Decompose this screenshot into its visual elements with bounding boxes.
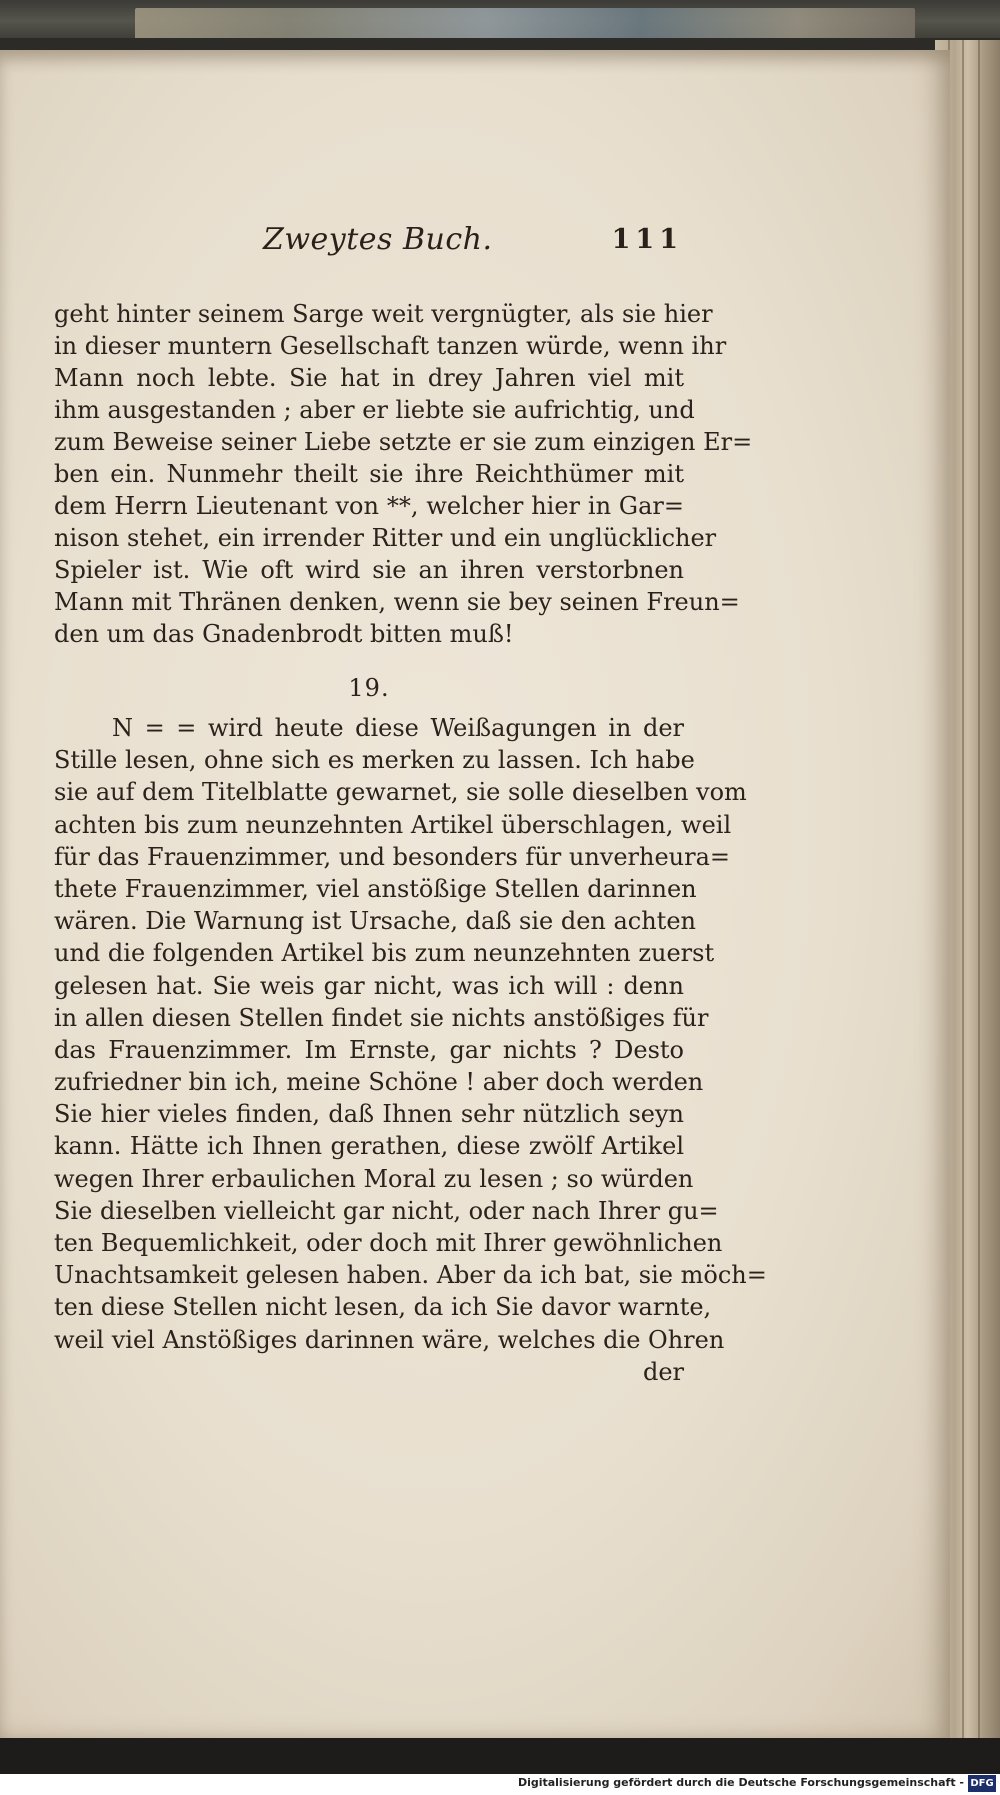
running-title: Zweytes Buch. — [263, 222, 493, 257]
text-line: N = = wird heute diese Weißagungen in der — [112, 714, 684, 742]
text-line: Spieler ist. Wie oft wird sie an ihren verstorbnen — [54, 556, 684, 584]
text-line: kann. Hätte ich Ihnen gerathen, diese zwölf Artikel — [54, 1132, 684, 1161]
digitization-credit: Digitalisierung gefördert durch die Deutsche Forschungsgemeinschaft - — [517, 1776, 964, 1789]
text-line: gelesen hat. Sie weis gar nicht, was ich will : denn — [54, 971, 684, 1000]
text-line: Mann mit Thränen denken, wenn sie bey seinen Freun= — [54, 588, 740, 616]
dfg-logo: DFG — [968, 1775, 996, 1792]
page-bottom-shadow — [0, 1738, 1000, 1774]
text-line: dem Herrn Lieutenant von **, welcher hier in Gar= — [54, 492, 684, 520]
text-line: weil viel Anstößiges darinnen wäre, welches die Ohren — [54, 1325, 725, 1354]
text-line: ihm ausgestanden ; aber er liebte sie aufrichtig, und — [54, 396, 695, 424]
text-line: in allen diesen Stellen findet sie nichts anstößiges für — [54, 1003, 709, 1032]
section-number: 19. — [348, 674, 390, 702]
text-line: Mann noch lebte. Sie hat in drey Jahren viel mit — [54, 364, 684, 392]
text-line: wegen Ihrer erbaulichen Moral zu lesen ; so würden — [54, 1164, 694, 1193]
paragraph-19 — [54, 712, 767, 1388]
text-line: wären. Die Warnung ist Ursache, daß sie den achten — [54, 907, 696, 936]
text-line: achten bis zum neunzehnten Artikel überschlagen, weil — [54, 810, 732, 839]
text-line: ten Bequemlichkeit, oder doch mit Ihrer gewöhnlichen — [54, 1229, 723, 1257]
text-line: Sie dieselben vielleicht gar nicht, oder nach Ihrer gu= — [54, 1196, 719, 1225]
text-line: geht hinter seinem Sarge weit vergnügter, als sie hier — [54, 300, 713, 328]
catchword: der — [642, 1357, 684, 1386]
text-line: zum Beweise seiner Liebe setzte er sie zum einzigen Er= — [54, 428, 753, 456]
text-line: Stille lesen, ohne sich es merken zu lassen. Ich habe — [54, 746, 695, 775]
text-line: nison stehet, ein irrender Ritter und ein unglücklicher — [54, 524, 717, 552]
text-line: sie auf dem Titelblatte gewarnet, sie solle dieselben vom — [54, 778, 747, 807]
page-edge-line — [978, 40, 980, 1740]
text-line: das Frauenzimmer. Im Ernste, gar nichts ? Desto — [54, 1035, 684, 1064]
text-line: und die folgenden Artikel bis zum neunzehnten zuerst — [54, 939, 715, 968]
text-line: Sie hier vieles finden, daß Ihnen sehr nützlich seyn — [54, 1100, 684, 1129]
text-line: thete Frauenzimmer, viel anstößige Stellen darinnen — [54, 874, 697, 903]
page-number: 111 — [611, 224, 683, 255]
page-edge-line — [962, 40, 964, 1740]
paragraph-continued — [54, 298, 753, 650]
text-line: ben ein. Nunmehr theilt sie ihre Reichthümer mit — [54, 460, 684, 488]
text-line: für das Frauenzimmer, und besonders für unverheura= — [54, 842, 731, 871]
text-line: zufriedner bin ich, meine Schöne ! aber doch werden — [54, 1068, 704, 1097]
text-line: in dieser muntern Gesellschaft tanzen würde, wenn ihr — [54, 332, 727, 360]
text-line: ten diese Stellen nicht lesen, da ich Sie davor warnte, — [54, 1293, 712, 1322]
running-head — [58, 222, 683, 262]
text-line: Unachtsamkeit gelesen haben. Aber da ich bat, sie möch= — [54, 1261, 767, 1290]
text-line: den um das Gnadenbrodt bitten muß! — [54, 620, 514, 648]
